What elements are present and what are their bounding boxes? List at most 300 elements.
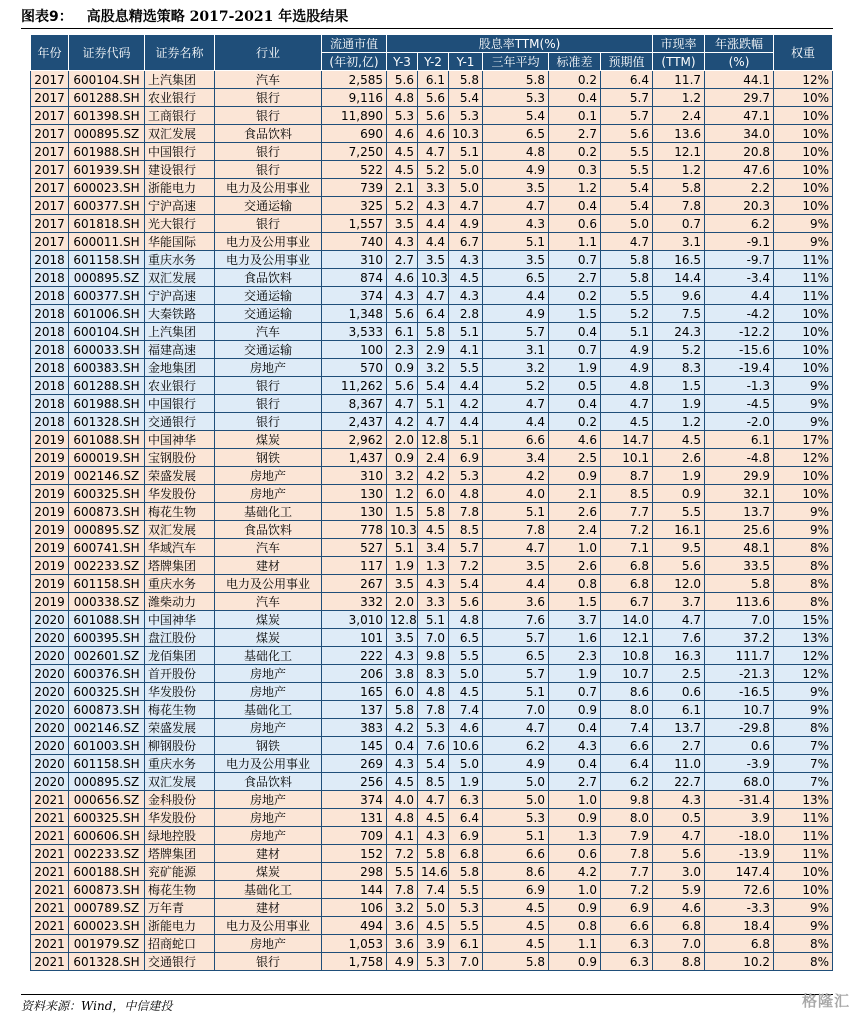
cell-return: 10.7 — [705, 701, 774, 719]
cell-avg3: 3.5 — [483, 251, 549, 269]
cell-industry: 银行 — [215, 215, 322, 233]
cell-std: 0.4 — [549, 197, 601, 215]
cell-code: 002233.SZ — [69, 557, 145, 575]
cell-y1: 4.5 — [449, 269, 483, 287]
cell-year: 2020 — [31, 737, 69, 755]
cell-y2: 5.6 — [418, 107, 449, 125]
cell-return: -9.7 — [705, 251, 774, 269]
cell-mktcap: 145 — [322, 737, 387, 755]
cell-std: 0.2 — [549, 143, 601, 161]
cell-avg3: 3.6 — [483, 593, 549, 611]
cell-weight: 8% — [774, 539, 833, 557]
cell-avg3: 6.6 — [483, 431, 549, 449]
cell-pe: 4.7 — [653, 611, 705, 629]
cell-avg3: 6.6 — [483, 845, 549, 863]
cell-mktcap: 267 — [322, 575, 387, 593]
cell-code: 601288.SH — [69, 377, 145, 395]
cell-y3: 0.9 — [387, 449, 418, 467]
cell-industry: 食品饮料 — [215, 521, 322, 539]
cell-year: 2021 — [31, 899, 69, 917]
cell-mktcap: 1,557 — [322, 215, 387, 233]
cell-pe: 3.7 — [653, 593, 705, 611]
cell-y3: 4.1 — [387, 827, 418, 845]
cell-weight: 7% — [774, 755, 833, 773]
cell-forecast: 8.0 — [601, 809, 653, 827]
cell-pe: 5.8 — [653, 179, 705, 197]
cell-avg3: 4.4 — [483, 575, 549, 593]
table-row — [31, 773, 833, 791]
cell-pe: 2.5 — [653, 665, 705, 683]
cell-pe: 0.9 — [653, 485, 705, 503]
cell-y3: 0.4 — [387, 737, 418, 755]
cell-mktcap: 690 — [322, 125, 387, 143]
table-row — [31, 359, 833, 377]
cell-weight: 12% — [774, 647, 833, 665]
cell-name: 宁沪高速 — [145, 197, 215, 215]
cell-y3: 4.3 — [387, 755, 418, 773]
cell-return: 47.1 — [705, 107, 774, 125]
cell-code: 600104.SH — [69, 323, 145, 341]
cell-name: 龙佰集团 — [145, 647, 215, 665]
cell-std: 4.2 — [549, 863, 601, 881]
cell-mktcap: 383 — [322, 719, 387, 737]
cell-return: 48.1 — [705, 539, 774, 557]
cell-y3: 2.0 — [387, 593, 418, 611]
cell-y1: 5.5 — [449, 881, 483, 899]
cell-pe: 0.5 — [653, 809, 705, 827]
cell-avg3: 4.8 — [483, 143, 549, 161]
table-row — [31, 521, 833, 539]
cell-forecast: 7.8 — [601, 845, 653, 863]
cell-std: 0.3 — [549, 161, 601, 179]
cell-pe: 1.2 — [653, 161, 705, 179]
cell-avg3: 5.8 — [483, 71, 549, 89]
cell-avg3: 3.5 — [483, 557, 549, 575]
cell-std: 0.9 — [549, 809, 601, 827]
table-row — [31, 341, 833, 359]
cell-code: 601006.SH — [69, 305, 145, 323]
cell-y3: 3.5 — [387, 629, 418, 647]
cell-name: 华发股份 — [145, 485, 215, 503]
cell-std: 0.9 — [549, 701, 601, 719]
cell-y3: 5.8 — [387, 701, 418, 719]
cell-y1: 6.5 — [449, 629, 483, 647]
cell-y1: 6.1 — [449, 935, 483, 953]
cell-name: 双汇发展 — [145, 521, 215, 539]
cell-return: 37.2 — [705, 629, 774, 647]
table-row — [31, 431, 833, 449]
cell-forecast: 5.5 — [601, 161, 653, 179]
cell-y2: 14.6 — [418, 863, 449, 881]
cell-name: 农业银行 — [145, 377, 215, 395]
cell-return: -21.3 — [705, 665, 774, 683]
cell-code: 600023.SH — [69, 179, 145, 197]
cell-weight: 13% — [774, 629, 833, 647]
cell-industry: 电力及公用事业 — [215, 179, 322, 197]
cell-avg3: 6.9 — [483, 881, 549, 899]
cell-y2: 3.5 — [418, 251, 449, 269]
cell-name: 荣盛发展 — [145, 467, 215, 485]
cell-year: 2018 — [31, 269, 69, 287]
table-row — [31, 503, 833, 521]
table-row — [31, 233, 833, 251]
cell-return: 0.6 — [705, 737, 774, 755]
cell-industry: 汽车 — [215, 71, 322, 89]
cell-y3: 4.2 — [387, 719, 418, 737]
cell-return: 20.8 — [705, 143, 774, 161]
cell-mktcap: 778 — [322, 521, 387, 539]
cell-forecast: 6.2 — [601, 773, 653, 791]
cell-pe: 4.5 — [653, 431, 705, 449]
table-row — [31, 755, 833, 773]
cell-name: 兖矿能源 — [145, 863, 215, 881]
cell-y2: 6.0 — [418, 485, 449, 503]
cell-year: 2018 — [31, 341, 69, 359]
cell-mktcap: 152 — [322, 845, 387, 863]
cell-return: -31.4 — [705, 791, 774, 809]
cell-return: 18.4 — [705, 917, 774, 935]
cell-std: 2.7 — [549, 125, 601, 143]
cell-y2: 5.8 — [418, 503, 449, 521]
cell-y3: 2.7 — [387, 251, 418, 269]
cell-y2: 5.8 — [418, 323, 449, 341]
cell-pe: 13.6 — [653, 125, 705, 143]
cell-y2: 4.5 — [418, 809, 449, 827]
cell-name: 光大银行 — [145, 215, 215, 233]
cell-return: 7.0 — [705, 611, 774, 629]
cell-avg3: 7.8 — [483, 521, 549, 539]
cell-std: 1.1 — [549, 935, 601, 953]
cell-code: 601328.SH — [69, 953, 145, 971]
table-row — [31, 683, 833, 701]
cell-code: 000656.SZ — [69, 791, 145, 809]
cell-industry: 交通运输 — [215, 341, 322, 359]
cell-weight: 8% — [774, 557, 833, 575]
cell-std: 2.7 — [549, 773, 601, 791]
cell-y2: 7.6 — [418, 737, 449, 755]
cell-y3: 4.2 — [387, 413, 418, 431]
table-row — [31, 881, 833, 899]
cell-return: 44.1 — [705, 71, 774, 89]
cell-weight: 10% — [774, 359, 833, 377]
cell-y1: 5.4 — [449, 89, 483, 107]
cell-year: 2020 — [31, 665, 69, 683]
cell-year: 2021 — [31, 791, 69, 809]
cell-name: 宁沪高速 — [145, 287, 215, 305]
cell-name: 双汇发展 — [145, 773, 215, 791]
cell-code: 601088.SH — [69, 611, 145, 629]
cell-mktcap: 130 — [322, 503, 387, 521]
figure-title: 高股息精选策略 2017-2021 年选股结果 — [86, 9, 349, 25]
col-forecast: 预期值 — [601, 53, 653, 71]
cell-avg3: 5.3 — [483, 89, 549, 107]
cell-weight: 10% — [774, 197, 833, 215]
cell-avg3: 4.4 — [483, 287, 549, 305]
cell-industry: 煤炭 — [215, 629, 322, 647]
cell-pe: 6.1 — [653, 701, 705, 719]
cell-avg3: 7.6 — [483, 611, 549, 629]
cell-mktcap: 206 — [322, 665, 387, 683]
cell-pe: 22.7 — [653, 773, 705, 791]
cell-return: 4.4 — [705, 287, 774, 305]
cell-std: 1.0 — [549, 791, 601, 809]
cell-pe: 4.6 — [653, 899, 705, 917]
cell-return: 33.5 — [705, 557, 774, 575]
source-note: 资料来源：Wind，中信建投 — [21, 999, 173, 1013]
cell-y3: 7.8 — [387, 881, 418, 899]
cell-year: 2017 — [31, 107, 69, 125]
cell-std: 0.4 — [549, 395, 601, 413]
cell-y1: 4.7 — [449, 197, 483, 215]
cell-year: 2019 — [31, 431, 69, 449]
cell-name: 盘江股份 — [145, 629, 215, 647]
cell-year: 2020 — [31, 611, 69, 629]
cell-name: 重庆水务 — [145, 755, 215, 773]
cell-forecast: 5.7 — [601, 107, 653, 125]
cell-code: 601939.SH — [69, 161, 145, 179]
cell-avg3: 4.9 — [483, 305, 549, 323]
cell-avg3: 3.4 — [483, 449, 549, 467]
cell-forecast: 6.3 — [601, 935, 653, 953]
cell-y2: 4.6 — [418, 125, 449, 143]
cell-y1: 5.6 — [449, 593, 483, 611]
cell-y2: 4.5 — [418, 917, 449, 935]
cell-year: 2018 — [31, 413, 69, 431]
table-row — [31, 737, 833, 755]
cell-y1: 4.6 — [449, 719, 483, 737]
cell-industry: 电力及公用事业 — [215, 251, 322, 269]
cell-std: 1.1 — [549, 233, 601, 251]
cell-year: 2019 — [31, 557, 69, 575]
cell-name: 招商蛇口 — [145, 935, 215, 953]
cell-year: 2018 — [31, 377, 69, 395]
cell-weight: 8% — [774, 593, 833, 611]
cell-code: 600873.SH — [69, 881, 145, 899]
cell-y2: 4.7 — [418, 143, 449, 161]
cell-name: 上汽集团 — [145, 71, 215, 89]
cell-industry: 基础化工 — [215, 647, 322, 665]
cell-y3: 2.0 — [387, 431, 418, 449]
cell-mktcap: 130 — [322, 485, 387, 503]
cell-y1: 5.7 — [449, 539, 483, 557]
cell-code: 601988.SH — [69, 395, 145, 413]
cell-std: 2.6 — [549, 557, 601, 575]
cell-y1: 6.4 — [449, 809, 483, 827]
cell-weight: 10% — [774, 107, 833, 125]
cell-pe: 5.6 — [653, 557, 705, 575]
cell-return: -4.2 — [705, 305, 774, 323]
cell-mktcap: 11,890 — [322, 107, 387, 125]
cell-std: 0.2 — [549, 71, 601, 89]
cell-code: 600325.SH — [69, 809, 145, 827]
cell-code: 601158.SH — [69, 251, 145, 269]
cell-forecast: 6.6 — [601, 917, 653, 935]
cell-pe: 11.7 — [653, 71, 705, 89]
cell-y2: 5.4 — [418, 377, 449, 395]
cell-industry: 钢铁 — [215, 737, 322, 755]
cell-y2: 4.5 — [418, 521, 449, 539]
cell-forecast: 7.2 — [601, 521, 653, 539]
cell-return: 6.8 — [705, 935, 774, 953]
cell-code: 600325.SH — [69, 683, 145, 701]
cell-pe: 14.4 — [653, 269, 705, 287]
cell-y1: 10.3 — [449, 125, 483, 143]
cell-mktcap: 298 — [322, 863, 387, 881]
cell-y2: 5.6 — [418, 89, 449, 107]
cell-avg3: 5.1 — [483, 683, 549, 701]
cell-forecast: 7.2 — [601, 881, 653, 899]
cell-y1: 4.9 — [449, 215, 483, 233]
cell-year: 2019 — [31, 575, 69, 593]
cell-y2: 5.1 — [418, 395, 449, 413]
cell-code: 601398.SH — [69, 107, 145, 125]
cell-code: 601158.SH — [69, 755, 145, 773]
cell-std: 2.7 — [549, 269, 601, 287]
cell-industry: 建材 — [215, 899, 322, 917]
cell-code: 600188.SH — [69, 863, 145, 881]
cell-std: 0.4 — [549, 89, 601, 107]
cell-weight: 10% — [774, 467, 833, 485]
cell-avg3: 4.7 — [483, 197, 549, 215]
cell-y1: 7.0 — [449, 953, 483, 971]
cell-forecast: 8.6 — [601, 683, 653, 701]
table-row — [31, 935, 833, 953]
cell-weight: 7% — [774, 773, 833, 791]
cell-forecast: 4.8 — [601, 377, 653, 395]
cell-forecast: 5.8 — [601, 251, 653, 269]
cell-y1: 6.3 — [449, 791, 483, 809]
cell-avg3: 4.5 — [483, 935, 549, 953]
cell-industry: 银行 — [215, 395, 322, 413]
cell-return: 34.0 — [705, 125, 774, 143]
cell-code: 600606.SH — [69, 827, 145, 845]
cell-return: 2.2 — [705, 179, 774, 197]
cell-year: 2020 — [31, 683, 69, 701]
cell-avg3: 4.7 — [483, 395, 549, 413]
cell-avg3: 6.5 — [483, 125, 549, 143]
table-row — [31, 377, 833, 395]
cell-y3: 4.7 — [387, 395, 418, 413]
table-row — [31, 647, 833, 665]
cell-return: -18.0 — [705, 827, 774, 845]
bottom-rule — [21, 994, 833, 995]
cell-forecast: 6.6 — [601, 737, 653, 755]
cell-y2: 2.4 — [418, 449, 449, 467]
cell-y1: 5.3 — [449, 107, 483, 125]
cell-industry: 银行 — [215, 953, 322, 971]
cell-year: 2020 — [31, 773, 69, 791]
cell-y1: 4.2 — [449, 395, 483, 413]
cell-y2: 8.3 — [418, 665, 449, 683]
cell-year: 2020 — [31, 755, 69, 773]
cell-forecast: 14.7 — [601, 431, 653, 449]
cell-name: 上汽集团 — [145, 323, 215, 341]
cell-pe: 16.5 — [653, 251, 705, 269]
cell-weight: 9% — [774, 413, 833, 431]
cell-forecast: 5.0 — [601, 215, 653, 233]
cell-code: 600019.SH — [69, 449, 145, 467]
cell-mktcap: 527 — [322, 539, 387, 557]
cell-industry: 电力及公用事业 — [215, 917, 322, 935]
cell-mktcap: 7,250 — [322, 143, 387, 161]
cell-name: 重庆水务 — [145, 575, 215, 593]
cell-avg3: 5.1 — [483, 233, 549, 251]
cell-y2: 5.3 — [418, 953, 449, 971]
cell-pe: 5.5 — [653, 503, 705, 521]
cell-name: 梅花生物 — [145, 503, 215, 521]
cell-mktcap: 256 — [322, 773, 387, 791]
cell-weight: 7% — [774, 737, 833, 755]
cell-y2: 7.8 — [418, 701, 449, 719]
cell-y2: 3.2 — [418, 359, 449, 377]
cell-name: 华发股份 — [145, 809, 215, 827]
cell-mktcap: 332 — [322, 593, 387, 611]
cell-forecast: 6.8 — [601, 575, 653, 593]
cell-pe: 1.2 — [653, 89, 705, 107]
cell-industry: 房地产 — [215, 359, 322, 377]
table-row — [31, 161, 833, 179]
cell-y3: 2.3 — [387, 341, 418, 359]
cell-y2: 5.8 — [418, 845, 449, 863]
cell-pe: 0.6 — [653, 683, 705, 701]
cell-y1: 6.8 — [449, 845, 483, 863]
cell-y3: 2.1 — [387, 179, 418, 197]
cell-y1: 4.4 — [449, 413, 483, 431]
figure-caption — [21, 6, 348, 26]
cell-avg3: 5.1 — [483, 503, 549, 521]
cell-industry: 银行 — [215, 413, 322, 431]
cell-code: 600325.SH — [69, 485, 145, 503]
cell-mktcap: 2,585 — [322, 71, 387, 89]
cell-y3: 3.2 — [387, 899, 418, 917]
cell-y2: 1.3 — [418, 557, 449, 575]
cell-forecast: 5.1 — [601, 323, 653, 341]
cell-name: 福建高速 — [145, 341, 215, 359]
cell-pe: 6.8 — [653, 917, 705, 935]
cell-industry: 房地产 — [215, 665, 322, 683]
cell-weight: 9% — [774, 521, 833, 539]
table-row — [31, 953, 833, 971]
cell-std: 0.9 — [549, 953, 601, 971]
cell-code: 600395.SH — [69, 629, 145, 647]
cell-avg3: 6.5 — [483, 647, 549, 665]
cell-y3: 4.6 — [387, 269, 418, 287]
cell-year: 2018 — [31, 359, 69, 377]
cell-weight: 10% — [774, 341, 833, 359]
cell-forecast: 10.8 — [601, 647, 653, 665]
cell-name: 中国神华 — [145, 431, 215, 449]
cell-year: 2017 — [31, 71, 69, 89]
cell-std: 1.2 — [549, 179, 601, 197]
cell-weight: 9% — [774, 215, 833, 233]
cell-name: 梅花生物 — [145, 701, 215, 719]
cell-y3: 4.5 — [387, 143, 418, 161]
cell-pe: 7.0 — [653, 935, 705, 953]
cell-return: 47.6 — [705, 161, 774, 179]
cell-return: 147.4 — [705, 863, 774, 881]
cell-code: 600377.SH — [69, 287, 145, 305]
cell-name: 重庆水务 — [145, 251, 215, 269]
cell-y1: 8.5 — [449, 521, 483, 539]
cell-pe: 12.1 — [653, 143, 705, 161]
cell-y1: 7.4 — [449, 701, 483, 719]
cell-name: 金地集团 — [145, 359, 215, 377]
cell-y3: 4.5 — [387, 773, 418, 791]
cell-std: 2.3 — [549, 647, 601, 665]
cell-y2: 3.3 — [418, 593, 449, 611]
cell-code: 601328.SH — [69, 413, 145, 431]
cell-avg3: 4.5 — [483, 899, 549, 917]
